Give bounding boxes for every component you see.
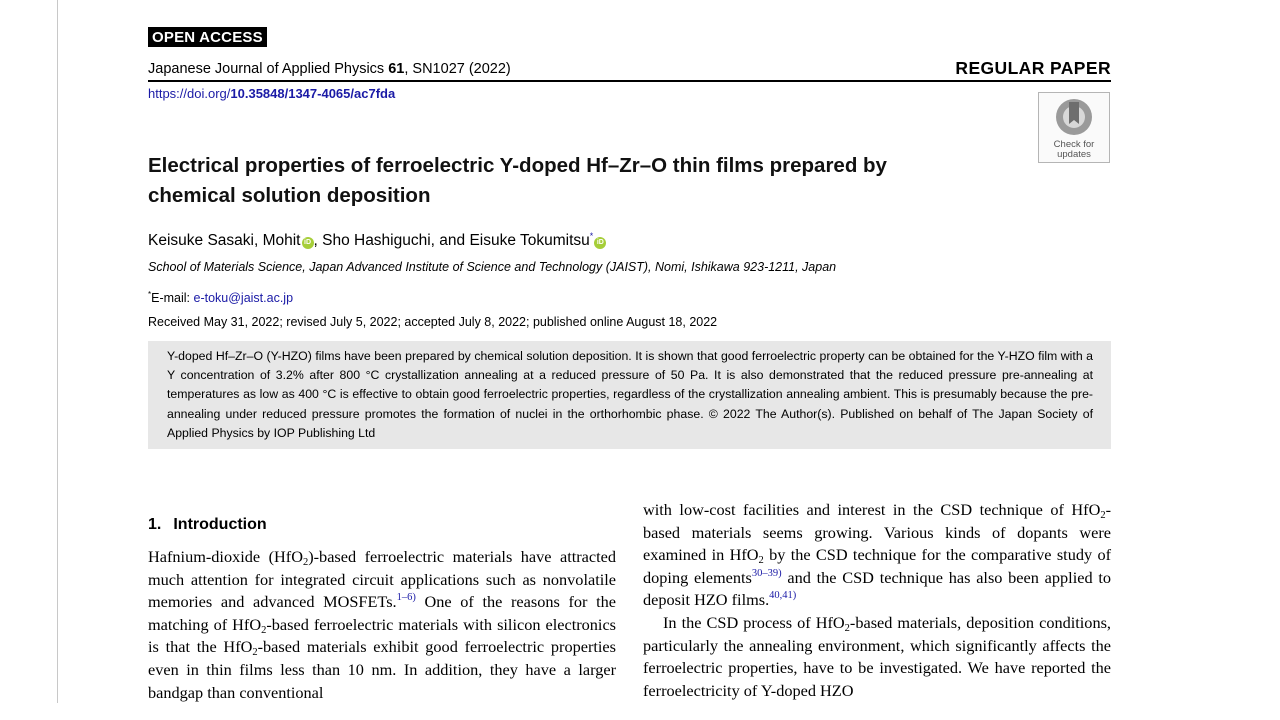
affiliation: School of Materials Science, Japan Advanced Institute of Science and Technology (JAIST), Nomi, Ishikawa 923-1211, Japan [148,260,837,274]
journal-name: Japanese Journal of Applied Physics [148,61,385,77]
check-for-updates-label: Check for updates [1053,139,1095,160]
orcid-icon[interactable]: iD [594,237,606,249]
doi-link[interactable] [148,85,395,102]
paragraph: In the CSD process of HfO$_2$-based materials, deposition conditions, particularly the annealing environment, which significantly affects the ferroelectric properties, have to be investigated. We have reported the ferroelectricity of Y-doped HZO [643,612,1111,700]
open-access-badge: OPEN ACCESS [148,27,267,47]
paragraph: Hafnium-dioxide (HfO$_2$)-based ferroelectric materials have attracted much attention for integrated circuit applications such as nonvolatile memories and advanced MOSFETs.$^{1-6)}$ One of the reasons for the matching of HfO$_2$-based ferroelectric materials with silicon electronics is that the HfO$_2$-based materials exhibit good ferroelectric properties even in thin films less than 10 nm. In addition, they have a larger bandgap than conventional [148,547,617,702]
paper-type: REGULAR PAPER [955,58,1111,78]
section-heading: 1. Introduction [148,516,267,533]
received-dates: Received May 31, 2022; revised July 5, 2022; accepted July 8, 2022; published online August 18, 2022 [148,315,718,329]
crossmark-icon [1053,97,1095,137]
journal-citation [148,60,511,78]
email-link[interactable]: e-toku@jaist.ac.jp [193,291,294,305]
body-column-left [148,546,616,704]
abstract-box [148,341,1111,449]
abstract-text: Y-doped Hf–Zr–O (Y-HZO) films have been prepared by chemical solution deposition. It is shown that good ferroelectric property can be obtained for the Y-HZO film with a Y concentration of 3.2% after 800 °C crystallization annealing at a reduced pressure of 50 Pa. It is also demonstrated that the reduced pressure pre-annealing at temperatures as low as 400 °C is effective to obtain good ferroelectric properties, regardless of the crystallization annealing ambient. This is presumably because the pre-annealing under reduced pressure promotes the formation of nuclei in the orthorhombic phase. © 2022 The Author(s). Published on behalf of The Japan Society of Applied Physics by IOP Publishing Ltd [167,349,1093,440]
check-for-updates-button[interactable] [1038,92,1110,163]
orcid-icon[interactable]: iD [302,237,314,249]
header-rule [148,80,1111,82]
paragraph: with low-cost facilities and interest in the CSD technique of HfO$_2$-based materials seems growing. Various kinds of dopants were examined in HfO$_2$ by the CSD technique for the comparative study of doping elements$^{30-39)}$ and the CSD technique has also been applied to deposit HZO films.$^{40,41)}$ [643,500,1112,610]
corresponding-email: *E-mail: e-toku@jaist.ac.jp [148,290,294,305]
author-list: Keisuke Sasaki, Mohit iD , Sho Hashiguchi, and Eisuke Tokumitsu*iD [148,226,606,251]
citation-link[interactable]: 1–6) [396,592,416,604]
journal-article: , SN1027 (2022) [404,61,511,77]
journal-volume: 61 [388,61,405,77]
citation-link[interactable]: 40,41) [769,590,797,602]
doi-prefix: https://doi.org/ [148,86,231,101]
corresponding-mark: * [589,231,594,241]
doi-id: 10.35848/1347-4065/ac7fda [230,86,396,101]
citation-link[interactable]: 30–39) [751,567,782,579]
body-column-right [643,499,1111,702]
article-title: Electrical properties of ferroelectric Y-doped Hf–Zr–O thin films prepared by chemical solution deposition [148,154,887,207]
